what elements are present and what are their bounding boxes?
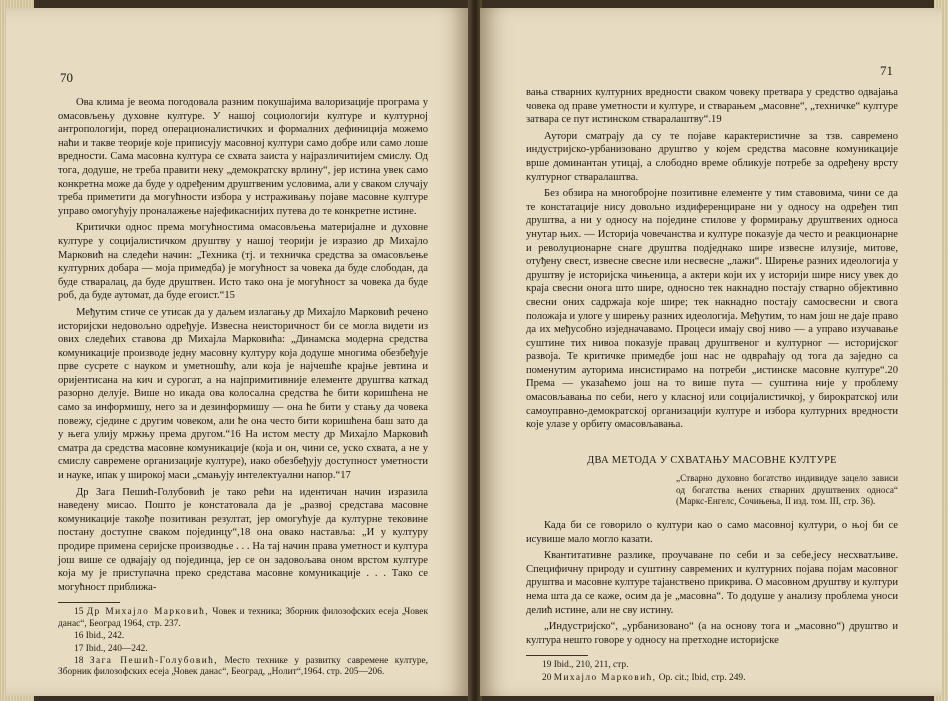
paragraph: Ова клима је веома погодовала разним покушајима валоризације програма у омасовљењу духовне културе. У нашој социологији културе и културној антропологији, поред операционалистичких и формалних дефиниција можемо наћи и такве теорије које приписују масовној култури само добре или само лоше вредности. Сама масовна култура се схвата заиста у најразличитијем смислу. Од тога, додуше, не треба правити неку „демократску врлину“, јер истина увек само конкретна може да буде у одређеним друштвеним условима, али у сваком случају треба приметити да могућности избора у истраживању појаве масовне културе управо омогућују проналажење најефикаснијих путева до те конкретне истине. xyxy=(58,97,428,217)
paragraph: вања стварних културних вредности сваком човеку претвара у средство одвајања човека од праве уметности и културе, и стварањем „масовне“, „техничке“ културе затвара се пут истинском стваралаштву“.19 xyxy=(526,87,898,126)
right-page xyxy=(480,8,942,696)
section-heading: ДВА МЕТОДА У СХВАТАЊУ МАСОВНЕ КУЛТУРЕ xyxy=(587,454,837,466)
page-number: 71 xyxy=(880,63,893,78)
page-number: 70 xyxy=(60,70,73,85)
paragraph: Без обзира на многобројне позитивне елементе у тим ставовима, чини се да те констатације нису довољно издиференциране ни у односу на одређен тип друштва, а ни у односу на поједине стилове у формирању друштвених односа унутар њих. — Историја човечанства и културе показује да често и реакционарне и револуционарне снаге друштва подједнако шире извесне илузије, митове, отуђену свест, извесне свесне или несвесне „лажи“. Ширење разних идеологија у друштву је историјска чињеница, а актери који их у историји шире нису увек до краја свесни онога што шире, односно тек накнадно постају стварно објективно свесни оних садржаја које шире; тек накнадно постају самосвесни и свога положаја и улоге у ширењу разних идеологија. Међутим, то нам још не даје право да их међусобно изједначавамо. Процеси имају свој ниво — а управо изучавање суштине тих нивоа показује правац друштвеног и културног — историјског развоја. Те критичке примедбе још нас не одвраћају од тога да заједно са поменутим ауторима инсистирамо на потреби „истинске масовне културе“.20 Према — указаћемо још на то више пута — суштина није у проблему омасовљавања по себи, него у класној или социјалистичкој, у бирократској или самоуправно-демократској организацији културе и избора културних вредности које улазе у орбиту омасовљавања. xyxy=(526,188,898,431)
paragraph: „Индустријско“, „урбанизовано“ (а на основу тога и „масовно“) друштво и култура нешто говоре у односу на претходне историјске xyxy=(526,621,898,646)
left-page-body xyxy=(58,96,428,680)
paragraph: Међутим стиче се утисак да у даљем излагању др Михајло Марковић речено историјски недовољно одређује. Извесна неисторичност би се могла видети из ових следећих ставова др Михајла Марковића: „Динамска модерна средства комуникације производе једну масовну културу која додуше многима обезбеђује прве сусрете с науком и уметношћу, али која је најчешће крајње јевтина и оријентисана на кич и сурогат, а на најпримитивније елементе друштва каткад разорно делује. Више но икада ова колосална средства ће бити коришћена не само за информишу, него за и дезинформишу — она ће бити у стању да човека повежу, сједине с другим човеком, али ће она често бити коришћена баш зато да у њега улију мржњу према другом.“16 На истом месту др Михајло Марковић сматра да средства масовне комуникације (која и он, чини се, ускo схвата, а не у смислу савремене организације културе), иако обезбеђују доступност уметности и науке, ипак у широкој маси „смањују интелектуални напор.“17 xyxy=(58,306,428,482)
left-page xyxy=(6,8,469,696)
footnote: 19 Ibid., 210, 211, стр. xyxy=(542,660,629,671)
footnote: 17 Ibid., 240—242. xyxy=(74,643,148,654)
paragraph: Аутори сматрају да су те појаве карактеристичне за тзв. савремено индустријско-урбанизовано друштво у којем средства масовне комуникације врше доминантан утицај, а слободно време обликује потребе за одређену врсту културног стваралаштва. xyxy=(526,130,898,183)
epigraph: „Стварно духовно богатство индивидуе зацело зависи од богатства њених стварних друштвених односа“ (Маркс-Енгелс, Сочињења, II изд. том. III, стр. 36). xyxy=(676,473,898,506)
footnote-rule xyxy=(526,655,588,656)
footnote-rule xyxy=(58,602,120,603)
paragraph: Др Зага Пешић-Голубовић је тако рећи на идентичан начин изразила наведену мисао. Пошто је констатовала да је „развој средстава масовне комуникације такође позитиван резултат, јер омогућује да културне тековине постану доступне сваком појединцу“,18 она овако наставља: „И у културу продире примена серијске производње . . . На тај начин права уметност и култура још више се одвајају од појединца, јер се он задовољава оном врстом културе која му је приступачна преко средстава масовне комуникације . . . Тако се могућност приближа- xyxy=(58,486,428,593)
footnote: 15 Др Михајло Марковић, Човек и техника; Зборник филозофских есеја „Човек данас“, Београд 1964, стр. 237. xyxy=(58,607,429,629)
footnote: 18 Зага Пешић-Голубовић, Место технике у развитку савремене културе, Зборник филозофских есеја „Човек данас“, Београд, „Нолит“,1964. стр. 205—206. xyxy=(58,656,429,678)
paragraph: Када би се говорило о култури као о само масовној култури, о њој би се исувише мало могло казати. xyxy=(526,520,898,545)
paragraph: Критички однос према могућностима омасовљења материјалне и духовне културе у социјалистичком друштву у нашој теорији је изразио др Михајло Марковић на следећи начин: „Техника (тј. и техничка средства за омасовљење културних добара — моја примедба) је могућност за човека да буде слободан, да буде стваралац, да буде друштвен. Исто тако она је могућност за човека да буде роб, да буде аутомат, да буде егоист.“15 xyxy=(58,222,428,302)
right-page-body xyxy=(526,86,898,685)
footnote: 16 Ibid., 242. xyxy=(74,631,125,642)
footnote: 20 Михајло Марковић, Op. cit.; Ibid, стр. 249. xyxy=(542,672,746,683)
paragraph: Квантитативне разлике, проучаване по себи и за себе,јесу несхватљиве. Специфичну природу и суштину савремених и културних појава појам масовног друштва и масовне културе тајанствено прикрива. О масовном друштву и култури нема шта да се каже, осим да је „масовна“. То додуше у анализу проблема уноси делић истине, али не сву истину. xyxy=(526,550,898,616)
